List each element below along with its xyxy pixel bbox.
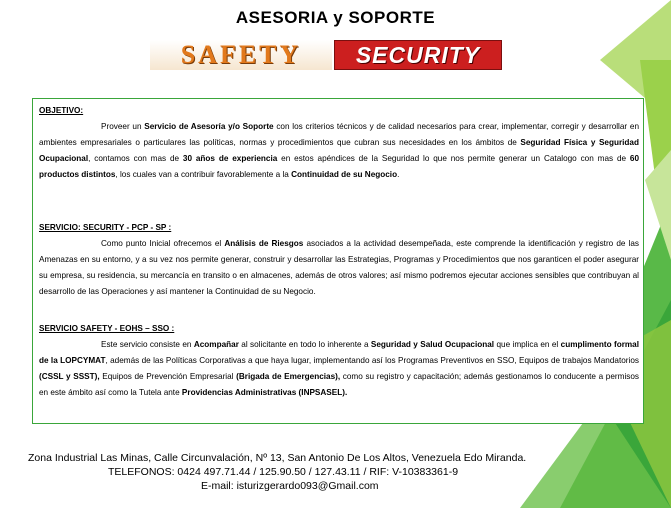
- company-logo: [150, 40, 502, 70]
- section-title-security: SERVICIO: SECURITY - PCP - SP :: [39, 223, 172, 232]
- objetivo-paragraph: Proveer un Servicio de Asesoría y/o Soporte con los criterios técnicos y de calidad necesarios para crear, implementar, corregir y desarrollar en ambientes empresariales o particulares las políticas, normas y procedimientos que cubran sus necesidades en los ámbitos de Seguridad Física y Seguridad Ocupacional, contamos con mas de 30 años de experiencia en estos apéndices de la Seguridad lo que nos permite generar un Catalogo con mas de 60 productos distintos, los cuales van a contribuir favorablemente a la Continuidad de su Negocio.: [39, 122, 639, 179]
- section-title-objetivo: OBJETIVO:: [39, 106, 84, 115]
- logo-security: SECURITY: [334, 40, 502, 70]
- section-security: [39, 220, 639, 300]
- section-objetivo: [39, 103, 639, 183]
- section-safety: [39, 321, 639, 401]
- section-title-safety: SERVICIO SAFETY - EOHS – SSO :: [39, 324, 175, 333]
- footer-email: E-mail: isturizgerardo093@Gmail.com: [201, 480, 379, 492]
- safety-paragraph: Este servicio consiste en Acompañar al solicitante en todo lo inherente a Seguridad y Salud Ocupacional que implica en el cumplimento formal de la LOPCYMAT, además de las Políticas Corporativas a que haya lugar, implementando así los Programas Preventivos en SSO, Equipos de trabajos Mandatorios (CSSL y SSST), Equipos de Prevención Empresarial (Brigada de Emergencias), como su registro y capacitación; además gestionamos lo conducente a permisos en este ámbito así como la Tutela ante Providencias Administrativas (INPSASEL).: [39, 340, 640, 397]
- content-box: [32, 98, 644, 424]
- footer-address: Zona Industrial Las Minas, Calle Circunvalación, Nº 13, San Antonio De Los Altos, Venezuela Edo Miranda.: [28, 452, 527, 464]
- footer-phones: TELEFONOS: 0424 497.71.44 / 125.90.50 / 127.43.11 / RIF: V-10383361-9: [108, 466, 459, 478]
- logo-safety: SAFETY: [150, 40, 332, 70]
- page-title: ASESORIA y SOPORTE: [235, 8, 436, 27]
- security-paragraph: Como punto Inicial ofrecemos el Análisis de Riesgos asociados a la actividad desempeñada, este comprende la identificación y registro de las Amenazas en su entorno, y a su vez nos permite generar, construir y desarrollar las Estrategias, Programas y Procedimientos que nos garanticen el poder asegurar su empresa, su residencia, su mercancía en transito o en almacenes, además de otros valores; así mismo podremos ejecutar acciones sensibles que contribuyan al desarrollo de las Operaciones y así mantener la Continuidad de su Negocio.: [39, 239, 639, 296]
